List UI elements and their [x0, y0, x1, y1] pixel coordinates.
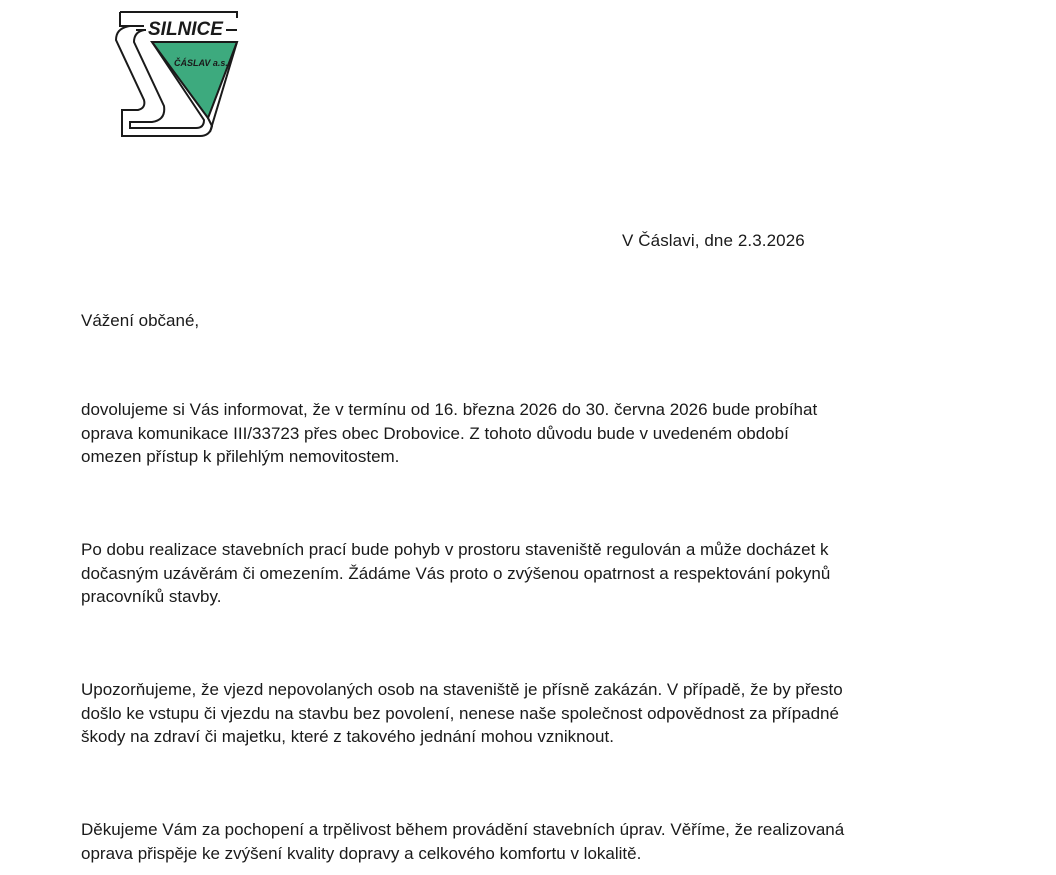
paragraph-line: omezen přístup k přilehlým nemovitostem.: [81, 447, 400, 466]
svg-text:SILNICE: SILNICE: [148, 19, 223, 40]
paragraph-entry-warning: [81, 678, 843, 749]
paragraph-line: Po dobu realizace stavebních prací bude pohyb v prostoru staveniště regulován a může docházet k: [81, 540, 829, 559]
letter-date-line: V Čáslavi, dne 2.3.2026: [622, 231, 805, 250]
paragraph-line: dovolujeme si Vás informovat, že v termínu od 16. března 2026 do 30. června 2026 bude probíhat: [81, 400, 818, 419]
paragraph-line: oprava přispěje ke zvýšení kvality dopravy a celkového komfortu v lokalitě.: [81, 843, 642, 863]
salutation: Vážení občané,: [81, 311, 200, 330]
paragraph-thanks: [81, 818, 844, 865]
paragraph-line: Upozorňujeme, že vjezd nepovolaných osob na staveniště je přísně zakázán. V případě, že by přesto: [81, 680, 843, 699]
paragraph-line: škody na zdraví či majetku, které z takového jednání mohou vzniknout.: [81, 727, 614, 746]
paragraph-line: pracovníků stavby.: [81, 587, 222, 606]
paragraph-line: došlo ke vstupu či vjezdu na stavbu bez povolení, nenese naše společnost odpovědnost za případné: [81, 703, 839, 723]
paragraph-line: Děkujeme Vám za pochopení a trpělivost během provádění stavebních úprav. Věříme, že realizovaná: [81, 820, 845, 839]
paragraph-road-repair-notice: [81, 398, 817, 469]
paragraph-line: oprava komunikace III/33723 přes obec Drobovice. Z tohoto důvodu bude v uvedeném období: [81, 423, 789, 443]
company-logo: [100, 4, 260, 154]
svg-text:ČÁSLAV a.s.: ČÁSLAV a.s.: [174, 58, 228, 68]
paragraph-site-regulation: [81, 538, 830, 609]
silnice-caslav-logo-icon: [100, 4, 260, 154]
paragraph-line: dočasným uzávěrám či omezením. Žádáme Vás proto o zvýšenou opatrnost a respektování pokynů: [81, 563, 831, 583]
